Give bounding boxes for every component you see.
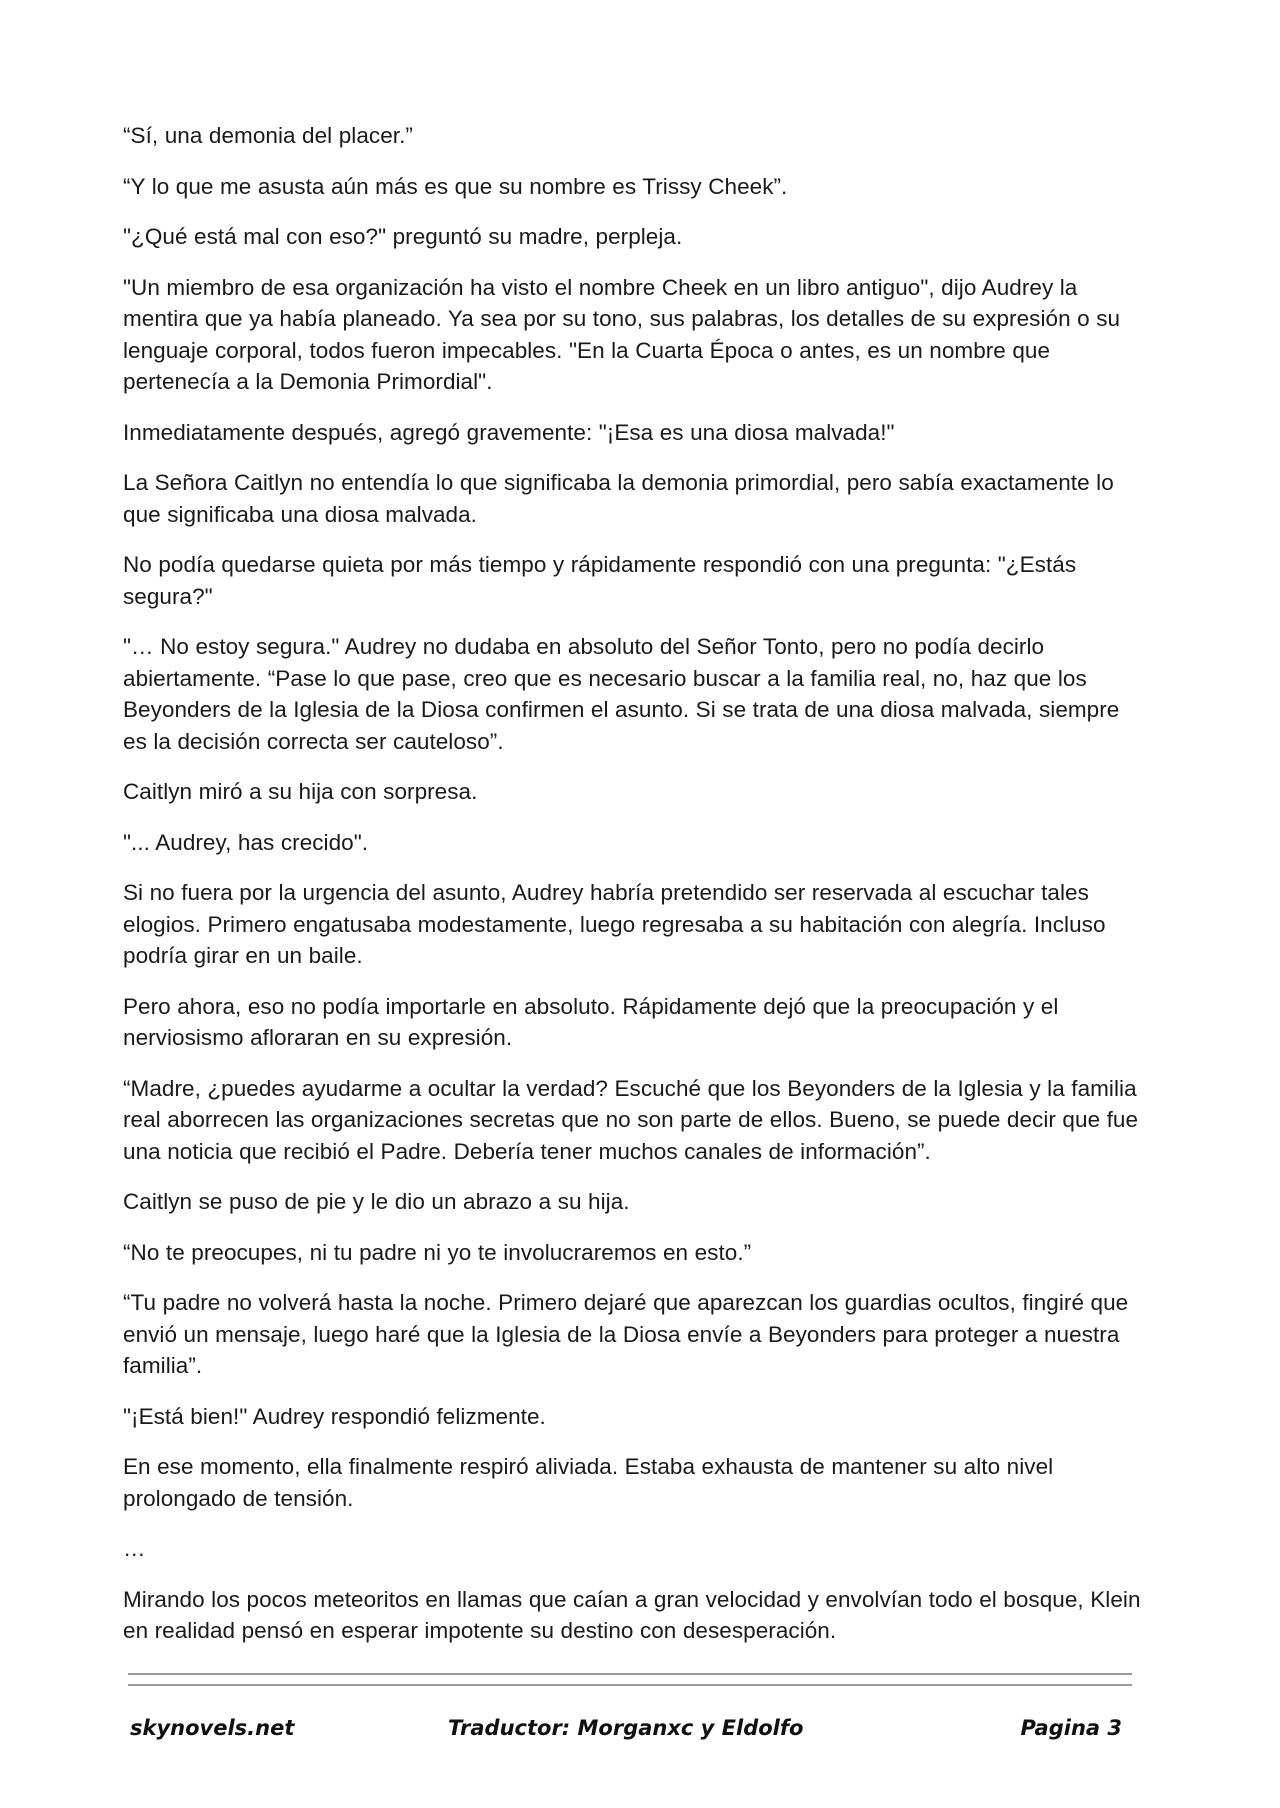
- scene-break: …: [123, 1536, 146, 1561]
- paragraph: En ese momento, ella finalmente respiró aliviada. Estaba exhausta de mantener su alto nivel prolongado de tensión.: [123, 1454, 1054, 1511]
- footer-divider-bottom: [128, 1684, 1132, 1686]
- paragraph: Inmediatamente después, agregó gravemente: "¡Esa es una diosa malvada!": [123, 419, 895, 445]
- paragraph: “Y lo que me asusta aún más es que su nombre es Trissy Cheek”.: [123, 173, 788, 199]
- footer-divider-top: [128, 1673, 1132, 1675]
- paragraph: Si no fuera por la urgencia del asunto, Audrey habría pretendido ser reservada al escuchar tales elogios. Primero engatusaba modestamente, luego regresaba a su habitación con alegría. Incluso podría girar en un baile.: [123, 880, 1106, 968]
- page-footer: [128, 1716, 1132, 1752]
- paragraph: “No te preocupes, ni tu padre ni yo te involucraremos en esto.”: [123, 1239, 752, 1265]
- paragraph: No podía quedarse quieta por más tiempo y rápidamente respondió con una pregunta: "¿Estás segura?": [123, 552, 1077, 609]
- paragraph: Mirando los pocos meteoritos en llamas que caían a gran velocidad y envolvían todo el bosque, Klein en realidad pensó en esperar impotente su destino con desesperación.: [123, 1586, 1141, 1643]
- footer-site: skynovels.net: [130, 1716, 295, 1740]
- paragraph: “Tu padre no volverá hasta la noche. Primero dejaré que aparezcan los guardias ocultos, fingiré que envió un mensaje, luego haré que la Iglesia de la Diosa envíe a Beyonders para proteger a nuestra familia”.: [123, 1290, 1129, 1378]
- document-body: [123, 120, 1143, 1666]
- paragraph: La Señora Caitlyn no entendía lo que significaba la demonia primordial, pero sabía exactamente lo que significaba una diosa malvada.: [123, 470, 1114, 527]
- paragraph: "... Audrey, has crecido".: [123, 829, 369, 855]
- paragraph: “Sí, una demonia del placer.”: [123, 123, 413, 148]
- paragraph: “Madre, ¿puedes ayudarme a ocultar la verdad? Escuché que los Beyonders de la Iglesia y la familia real aborrecen las organizaciones secretas que no son parte de ellos. Bueno, se puede decir que fue una noticia que recibió el Padre. Debería tener muchos canales de información”.: [123, 1075, 1139, 1164]
- footer-translator: Traductor: Morganxc y Eldolfo: [448, 1716, 804, 1740]
- paragraph: "¿Qué está mal con eso?" preguntó su madre, perpleja.: [123, 224, 683, 249]
- footer-page-number: Pagina 3: [1020, 1716, 1122, 1740]
- paragraph: Caitlyn se puso de pie y le dio un abrazo a su hija.: [123, 1189, 630, 1214]
- paragraph: Caitlyn miró a su hija con sorpresa.: [123, 779, 478, 804]
- paragraph: "¡Está bien!" Audrey respondió felizmente.: [123, 1403, 546, 1429]
- paragraph: "… No estoy segura." Audrey no dudaba en absoluto del Señor Tonto, pero no podía decirlo abiertamente. “Pase lo que pase, creo que es necesario buscar a la familia real, no, haz que los Beyonders de la Iglesia de la Diosa confirmen el asunto. Si se trata de una diosa malvada, siempre es la decisión correcta ser cauteloso”.: [123, 634, 1120, 754]
- paragraph: "Un miembro de esa organización ha visto el nombre Cheek en un libro antiguo", dijo Audrey la mentira que ya había planeado. Ya sea por su tono, sus palabras, los detalles de su expresión o su lenguaje corporal, todos fueron impecables. "En la Cuarta Época o antes, es un nombre que pertenecía a la Demonia Primordial".: [123, 274, 1121, 394]
- paragraph: Pero ahora, eso no podía importarle en absoluto. Rápidamente dejó que la preocupación y el nerviosismo afloraran en su expresión.: [123, 993, 1059, 1050]
